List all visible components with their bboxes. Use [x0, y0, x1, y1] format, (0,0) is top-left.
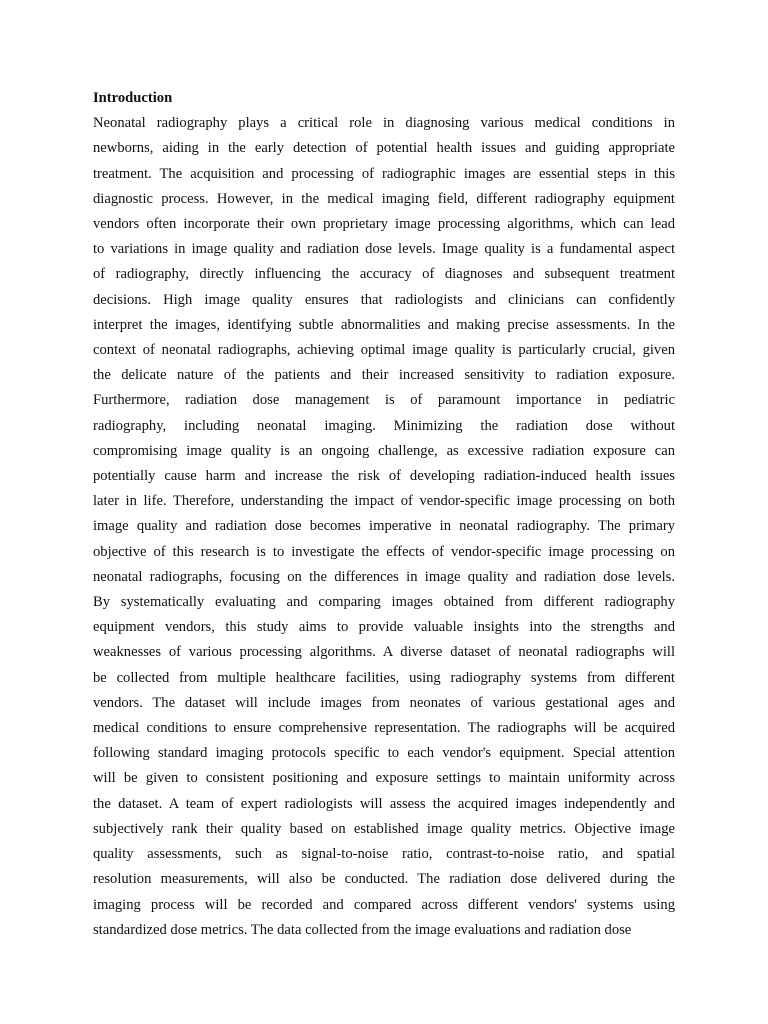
text-line: context of neonatal radiographs, achieving optimal image quality is particularly crucial, given [93, 342, 675, 359]
text-line: interpret the images, identifying subtle abnormalities and making precise assessments. In the [93, 316, 675, 333]
text-line: be collected from multiple healthcare facilities, using radiography systems from different [93, 669, 675, 686]
text-line: imaging process will be recorded and compared across different vendors' systems using [93, 896, 675, 913]
text-line: newborns, aiding in the early detection of potential health issues and guiding appropriate [93, 140, 675, 157]
text-line: diagnostic process. However, in the medical imaging field, different radiography equipment [93, 190, 675, 207]
text-line: will be given to consistent positioning and exposure settings to maintain uniformity across [93, 770, 675, 787]
text-line: objective of this research is to investigate the effects of vendor-specific image processing on [93, 543, 675, 560]
text-line: standardized dose metrics. The data collected from the image evaluations and radiation dose [93, 921, 632, 938]
text-line: resolution measurements, will also be conducted. The radiation dose delivered during the [93, 871, 675, 888]
text-line: later in life. Therefore, understanding the impact of vendor-specific image processing on both [93, 493, 675, 510]
text-line: decisions. High image quality ensures that radiologists and clinicians can confidently [93, 291, 675, 308]
text-line: Furthermore, radiation dose management is of paramount importance in pediatric [93, 392, 675, 409]
text-line: potentially cause harm and increase the risk of developing radiation-induced health issues [93, 468, 675, 485]
text-line: medical conditions to ensure comprehensive representation. The radiographs will be acquired [93, 720, 675, 737]
text-line: image quality and radiation dose becomes imperative in neonatal radiography. The primary [93, 518, 675, 535]
text-line: of radiography, directly influencing the accuracy of diagnoses and subsequent treatment [93, 266, 675, 283]
text-line: to variations in image quality and radiation dose levels. Image quality is a fundamental aspect [93, 241, 675, 258]
text-line: equipment vendors, this study aims to provide valuable insights into the strengths and [93, 619, 675, 636]
document-body [93, 86, 675, 943]
text-line: radiography, including neonatal imaging. Minimizing the radiation dose without [93, 417, 675, 434]
text-line: the dataset. A team of expert radiologists will assess the acquired images independently and [93, 795, 675, 812]
text-line: vendors. The dataset will include images from neonates of various gestational ages and [93, 694, 675, 711]
text-line: vendors often incorporate their own proprietary image processing algorithms, which can lead [93, 216, 675, 233]
text-line: quality assessments, such as signal-to-noise ratio, contrast-to-noise ratio, and spatial [93, 846, 675, 863]
text-line: By systematically evaluating and comparing images obtained from different radiography [93, 594, 675, 611]
text-line: treatment. The acquisition and processing of radiographic images are essential steps in this [93, 165, 675, 182]
text-line: weaknesses of various processing algorithms. A diverse dataset of neonatal radiographs will [93, 644, 675, 661]
text-line: subjectively rank their quality based on established image quality metrics. Objective image [93, 820, 675, 837]
text-line: following standard imaging protocols specific to each vendor's equipment. Special attention [93, 745, 675, 762]
text-line: compromising image quality is an ongoing challenge, as excessive radiation exposure can [93, 442, 675, 459]
text-line: neonatal radiographs, focusing on the differences in image quality and radiation dose levels. [93, 568, 675, 585]
section-heading: Introduction [93, 90, 173, 106]
body-paragraph [93, 111, 675, 943]
text-line: the delicate nature of the patients and their increased sensitivity to radiation exposure. [93, 367, 675, 384]
text-line: Neonatal radiography plays a critical role in diagnosing various medical conditions in [93, 115, 675, 132]
